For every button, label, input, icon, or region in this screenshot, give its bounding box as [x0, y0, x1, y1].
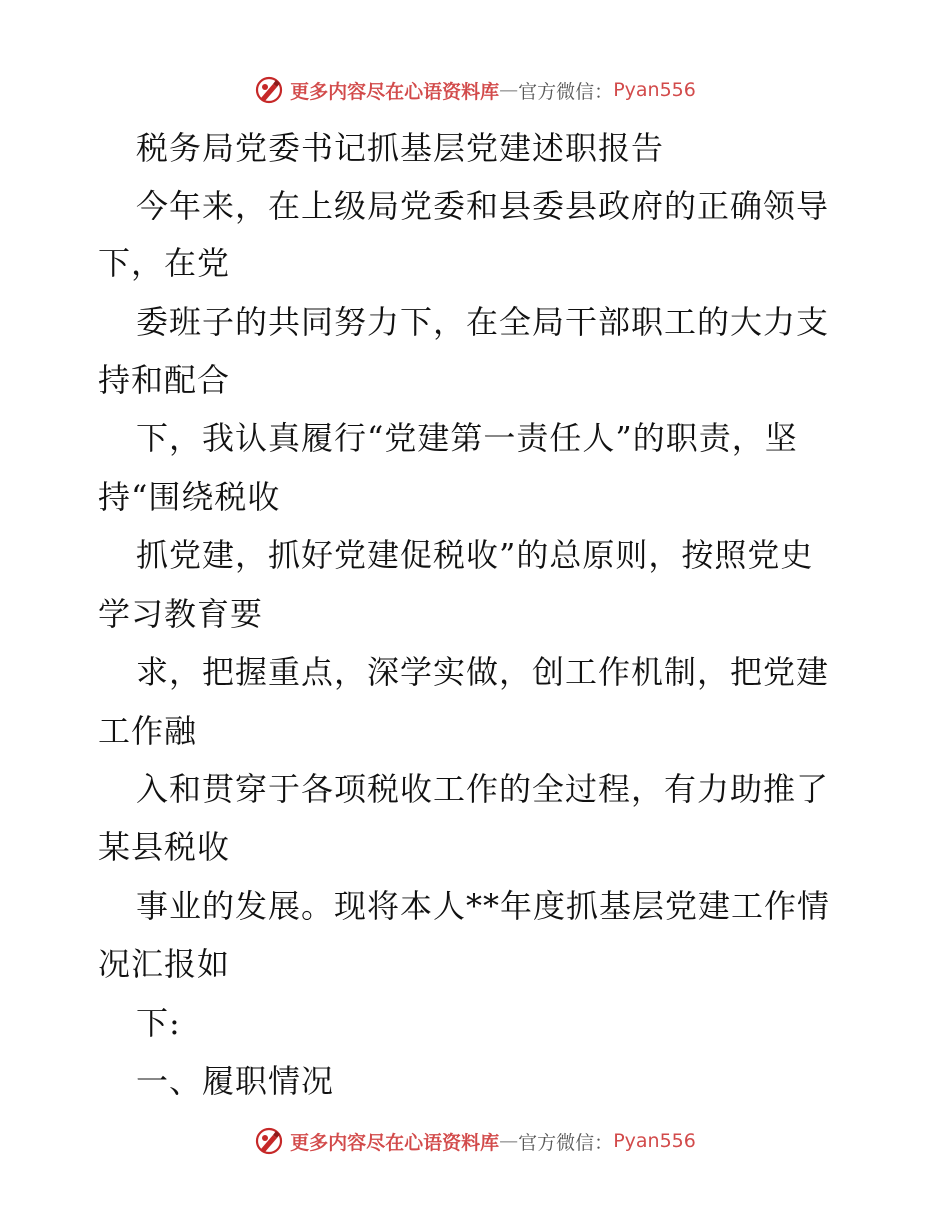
footer-watermark [0, 1124, 950, 1158]
paragraph-line: 下，在党 [98, 244, 231, 282]
paragraph-line: 下: [136, 1004, 181, 1042]
watermark-separator: — [499, 79, 519, 101]
paragraph-line: 求，把握重点，深学实做，创工作机制，把党建 [136, 653, 830, 691]
paragraph-line: 况汇报如 [98, 945, 231, 983]
paragraph-line: 今年来，在上级局党委和县委县政府的正确领导 [136, 187, 830, 225]
paragraph-line: 某县税收 [98, 828, 231, 866]
paragraph-line: 学习教育要 [98, 595, 264, 633]
section-heading: 一、履职情况 [136, 1062, 335, 1100]
paragraph-line: 工作融 [98, 712, 198, 750]
paragraph-line: 抓党建，抓好党建促税收”的总原则，按照党史 [136, 536, 814, 574]
pen-logo-icon [254, 75, 284, 105]
document-title: 税务局党委书记抓基层党建述职报告 [136, 129, 665, 167]
paragraph-line: 持和配合 [98, 361, 231, 399]
paragraph-line: 委班子的共同努力下，在全局干部职工的大力支 [136, 303, 830, 341]
watermark-label: 官方微信： [518, 1131, 614, 1154]
paragraph-line: 下，我认真履行“党建第一责任人”的职责，坚 [136, 419, 798, 457]
paragraph-line: 事业的发展。现将本人**年度抓基层党建工作情 [136, 887, 831, 925]
watermark-separator: — [499, 1130, 519, 1152]
watermark-main-text: 更多内容尽在心语资料库 [290, 80, 500, 103]
paragraph-line: 入和贯穿于各项税收工作的全过程，有力助推了 [136, 770, 830, 808]
paragraph-line: 持“围绕税收 [98, 478, 281, 516]
watermark-id: Pyan556 [613, 1130, 696, 1152]
watermark-main-text: 更多内容尽在心语资料库 [290, 1131, 500, 1154]
watermark-id: Pyan556 [613, 79, 696, 101]
header-watermark [0, 73, 950, 107]
watermark-label: 官方微信： [518, 80, 614, 103]
pen-logo-icon [254, 1126, 284, 1156]
